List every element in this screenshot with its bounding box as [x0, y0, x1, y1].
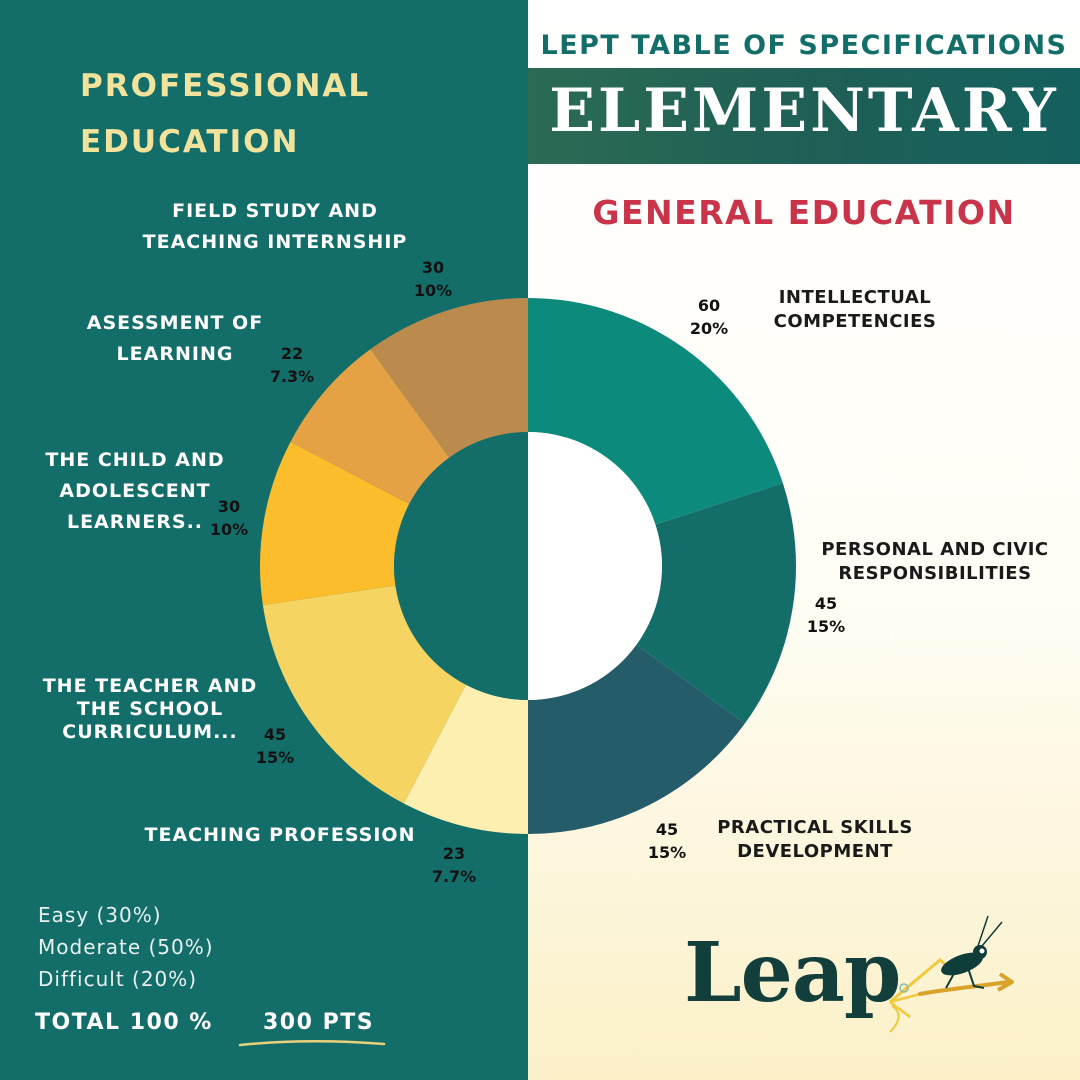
general-education-title: GENERAL EDUCATION	[592, 193, 1016, 232]
slice-percent-intellectual: 20%	[689, 319, 729, 338]
slice-value-teacher-curriculum	[240, 723, 310, 769]
slice-count-child-learners: 30	[217, 497, 241, 516]
total-points: 300 PTS	[263, 1010, 375, 1035]
slice-label-child-learners: THE CHILD AND ADOLESCENT LEARNERS..	[45, 449, 225, 533]
leap-logo-text: Leap	[684, 925, 901, 1021]
professional-education-title: PROFESSIONAL EDUCATION	[80, 68, 371, 160]
slice-value-assessment	[257, 342, 327, 388]
slice-count-teacher-curriculum: 45	[263, 725, 287, 744]
slice-percent-field-study: 10%	[413, 281, 453, 300]
slice-label-teacher-curriculum: THE TEACHER AND THE SCHOOL CURRICULUM...	[42, 675, 258, 743]
legend-easy: Easy (30%)	[38, 903, 162, 927]
slice-value-child-learners	[194, 495, 264, 541]
slice-count-teaching-profession: 23	[442, 844, 466, 863]
slice-count-intellectual: 60	[697, 296, 721, 315]
slice-label-personal-civic: PERSONAL AND CIVIC RESPONSIBILITIES	[821, 539, 1049, 584]
slice-percent-teaching-profession: 7.7%	[431, 867, 477, 886]
slice-percent-child-learners: 10%	[209, 520, 249, 539]
total-percent: TOTAL 100 %	[35, 1010, 213, 1035]
points-underline-icon	[238, 1036, 388, 1050]
slice-label-intellectual: INTELLECTUAL COMPETENCIES	[773, 287, 937, 332]
elementary-title: ELEMENTARY	[549, 76, 1059, 146]
slice-value-personal-civic	[791, 592, 861, 638]
legend-difficult: Difficult (20%)	[38, 967, 198, 991]
grasshopper-arrow-icon	[880, 912, 1020, 1042]
slice-percent-assessment: 7.3%	[269, 367, 315, 386]
slice-label-assessment: ASESSMENT OF LEARNING	[86, 312, 264, 365]
slice-value-practical-skills	[632, 818, 702, 864]
lept-title: LEPT TABLE OF SPECIFICATIONS	[540, 30, 1068, 61]
slice-value-field-study	[398, 256, 468, 302]
slice-percent-practical-skills: 15%	[647, 843, 687, 862]
slice-label-practical-skills: PRACTICAL SKILLS DEVELOPMENT	[717, 817, 913, 862]
legend-moderate: Moderate (50%)	[38, 935, 214, 959]
slice-percent-teacher-curriculum: 15%	[255, 748, 295, 767]
slice-label-teaching-profession: TEACHING PROFESSION	[144, 824, 416, 846]
slice-count-practical-skills: 45	[655, 820, 679, 839]
slice-count-assessment: 22	[280, 344, 304, 363]
slice-count-field-study: 30	[421, 258, 445, 277]
slice-percent-personal-civic: 15%	[806, 617, 846, 636]
slice-value-intellectual	[674, 294, 744, 340]
slice-count-personal-civic: 45	[814, 594, 838, 613]
slice-value-teaching-profession	[419, 842, 489, 888]
slice-label-field-study: FIELD STUDY AND TEACHING INTERNSHIP	[142, 200, 408, 253]
